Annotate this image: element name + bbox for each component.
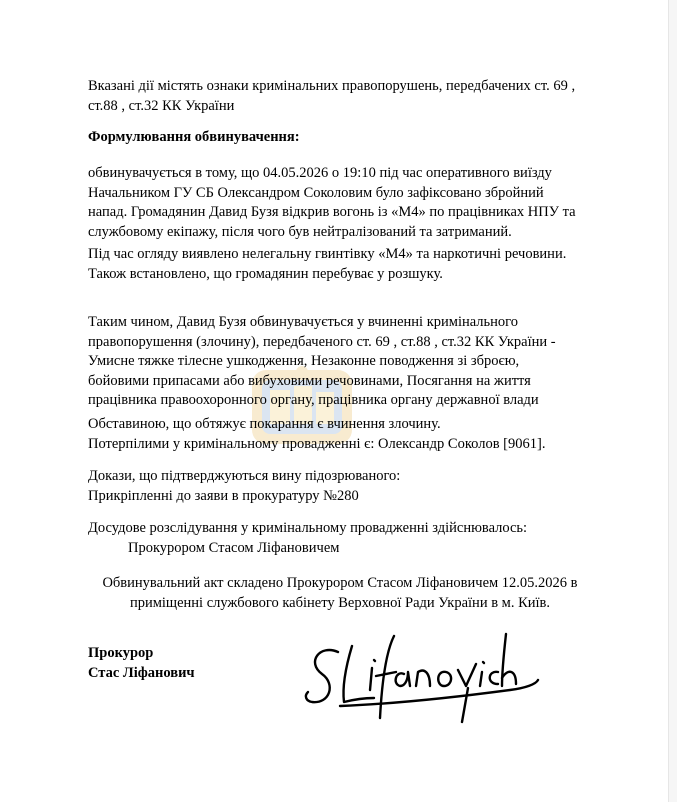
scrollbar[interactable] xyxy=(668,0,677,802)
signer-block xyxy=(88,644,288,683)
paragraph-line: правопорушення (злочину), передбаченого ст. 69 , ст.88 , ст.32 КК України - xyxy=(88,333,556,350)
evidence-value: Прикріпленні до заяви в прокуратуру №280 xyxy=(88,487,359,504)
act-line: Обвинувальний акт складено Прокурором Стасом Ліфановичем 12.05.2026 в xyxy=(102,575,578,591)
intro-line: Вказані дії містять ознаки кримінальних правопорушень, передбачених ст. 69 , xyxy=(88,78,576,94)
paragraph-line: працівника правоохоронного органу, працівника органу державної влади xyxy=(88,392,539,408)
inspection-paragraph xyxy=(88,245,598,284)
act-statement xyxy=(84,574,596,613)
signer-title: Прокурор xyxy=(88,645,154,661)
investigation-label: Досудове розслідування у кримінальному провадженні здійснювалось: xyxy=(88,520,528,536)
paragraph-line: Начальником ГУ СБ Олександром Соколовим було зафіксовано збройний xyxy=(88,184,544,201)
paragraph-line: Також встановлено, що громадянин перебуває у розшуку. xyxy=(88,265,443,282)
paragraph-line: бойовими припасами або вибуховими речовинами, Посягання на життя xyxy=(88,372,531,389)
signer-name: Стас Ліфанович xyxy=(88,664,195,681)
act-line: приміщенні службового кабінету Верховної Ради України в м. Київ. xyxy=(129,594,551,611)
paragraph-line: напад. Громадянин Давид Бузя відкрив вогонь із «М4» по працівниках НПУ та xyxy=(88,204,576,220)
paragraph-line: Під час огляду виявлено нелегальну гвинтівку «М4» та наркотичні речовини. xyxy=(88,246,567,262)
charge-heading: Формулювання обвинувачення: xyxy=(88,129,300,145)
evidence-paragraph xyxy=(88,467,598,506)
circumstances-paragraph xyxy=(88,415,598,454)
intro-line: ст.88 , ст.32 КК України xyxy=(88,97,235,114)
signature-image xyxy=(300,622,540,730)
conclusion-paragraph xyxy=(88,313,598,411)
charge-paragraph xyxy=(88,164,598,242)
paragraph-line: службовому екіпажу, після чого був нейтралізований та затриманий. xyxy=(88,223,512,240)
paragraph-line: Обставиною, що обтяжує покарання є вчинення злочину. xyxy=(88,416,441,432)
evidence-label: Докази, що підтверджуються вину підозрюваного: xyxy=(88,468,401,484)
paragraph-line: Умисне тяжке тілесне ушкодження, Незаконне поводження зі зброєю, xyxy=(88,353,520,369)
paragraph-line: Потерпілими у кримінальному провадженні є: Олександр Соколов [9061]. xyxy=(88,435,546,452)
paragraph-line: Таким чином, Давид Бузя обвинувачується у вчиненні кримінального xyxy=(88,314,518,330)
intro-paragraph xyxy=(88,77,598,116)
investigation-value: Прокурором Стасом Ліфановичем xyxy=(128,539,340,556)
investigation-paragraph xyxy=(88,519,598,558)
paragraph-line: обвинувачується в тому, що 04.05.2026 о 19:10 під час оперативного виїзду xyxy=(88,165,552,181)
